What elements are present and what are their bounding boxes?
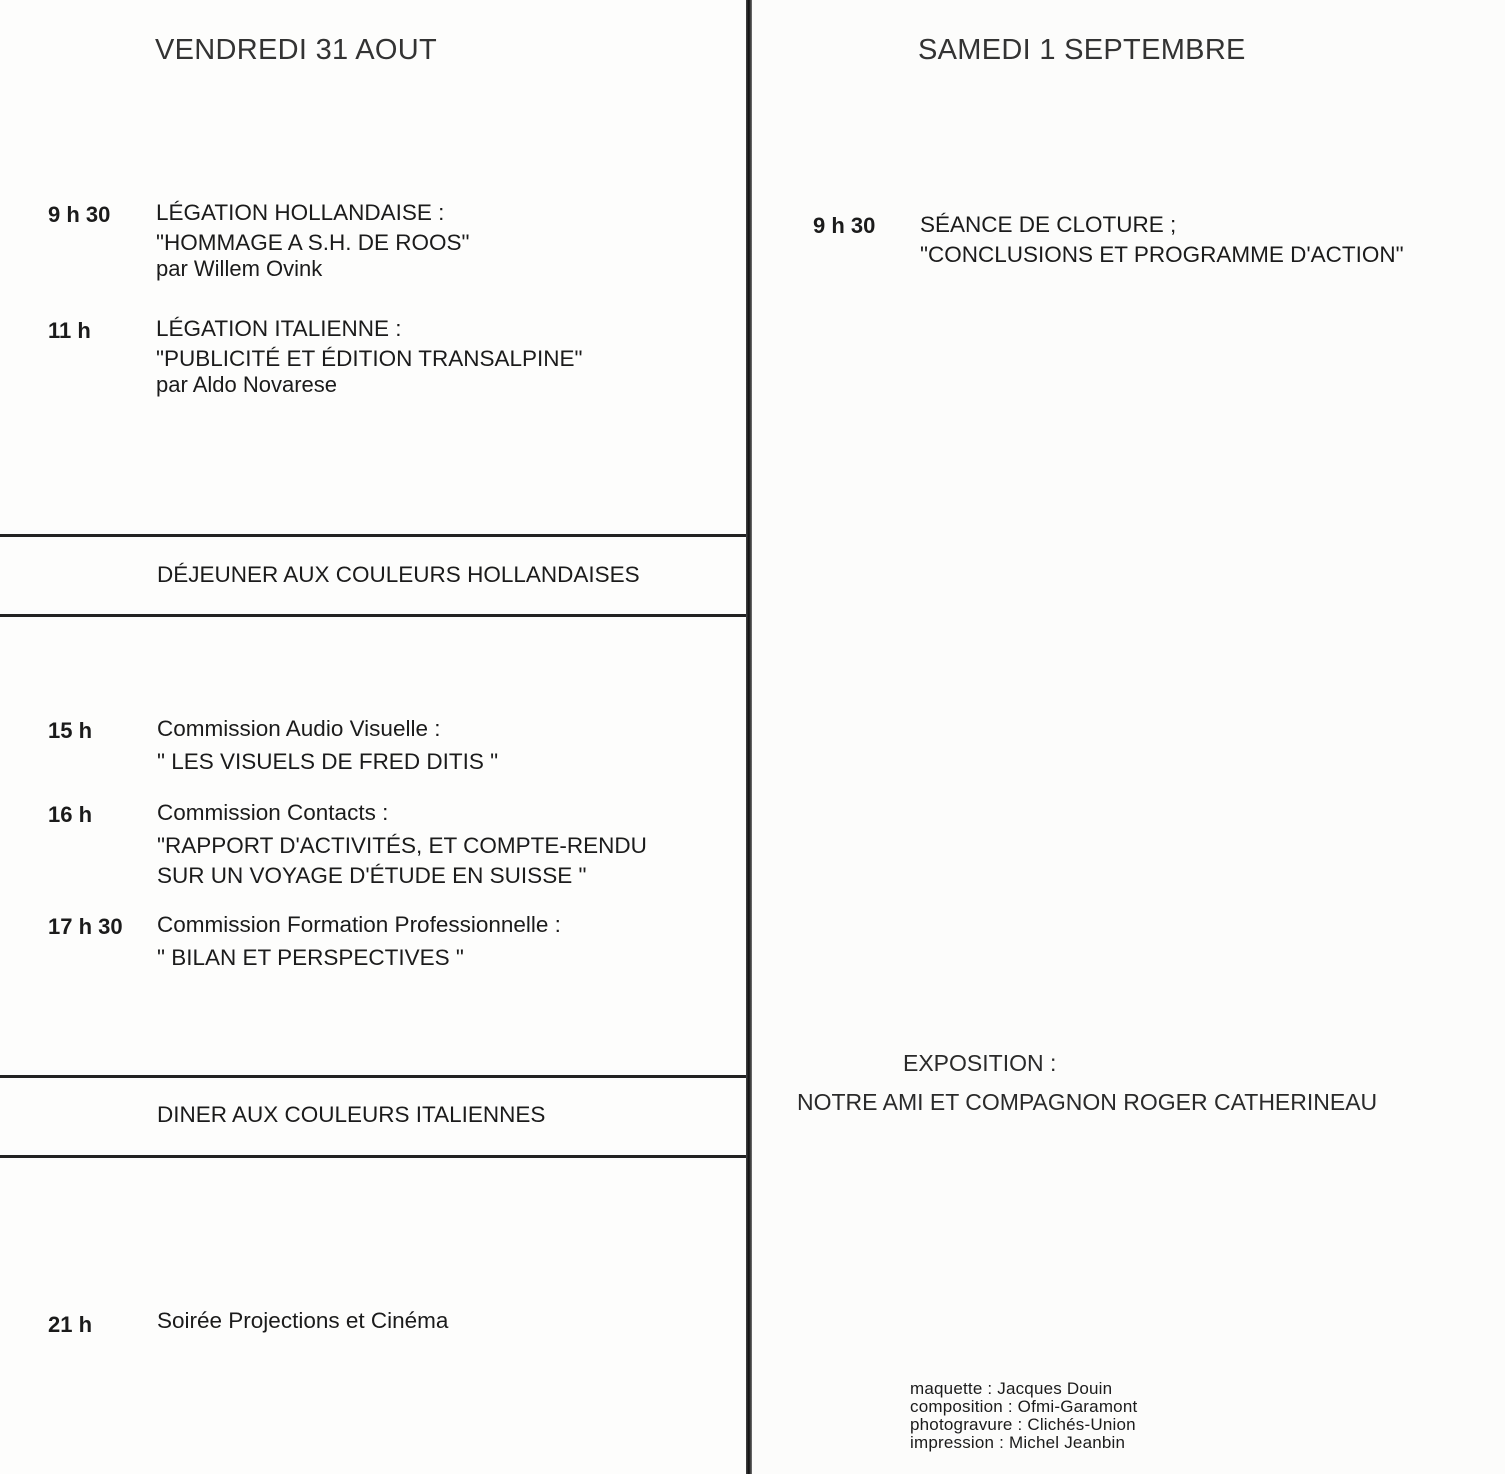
divider-line <box>0 1075 748 1078</box>
evening-label: Soirée Projections et Cinéma <box>157 1308 449 1333</box>
session-title: " LES VISUELS DE FRED DITIS " <box>157 749 499 774</box>
credit-line: impression : Michel Jeanbin <box>910 1433 1126 1452</box>
session-title: SÉANCE DE CLOTURE ; <box>920 212 1177 237</box>
session-time: 11 h <box>48 318 91 343</box>
exhibition-title: NOTRE AMI ET COMPAGNON ROGER CATHERINEAU <box>797 1089 1378 1115</box>
session-title-line: SUR UN VOYAGE D'ÉTUDE EN SUISSE " <box>157 863 587 888</box>
day-title-saturday: SAMEDI 1 SEPTEMBRE <box>918 34 1246 66</box>
right-page <box>752 0 1505 1474</box>
lunch-label: DÉJEUNER AUX COULEURS HOLLANDAISES <box>157 562 640 587</box>
session-block <box>157 910 561 973</box>
session-title-line: "RAPPORT D'ACTIVITÉS, ET COMPTE-RENDU <box>157 833 647 858</box>
session-title: "HOMMAGE A S.H. DE ROOS" <box>156 230 470 255</box>
session-block <box>157 714 498 777</box>
session-time: 15 h <box>48 718 93 743</box>
session-block <box>157 798 647 891</box>
session-block <box>156 314 583 396</box>
session-organizer: Commission Contacts : <box>157 800 389 825</box>
session-time: 9 h 30 <box>48 202 111 227</box>
credit-line: photogravure : Clichés-Union <box>910 1415 1136 1434</box>
divider-line <box>0 1155 748 1158</box>
session-organizer: Commission Formation Professionnelle : <box>157 912 561 937</box>
session-organizer: LÉGATION ITALIENNE : <box>156 316 402 341</box>
divider-line <box>0 534 748 537</box>
session-time: 16 h <box>48 802 93 827</box>
session-title: " BILAN ET PERSPECTIVES " <box>157 945 464 970</box>
day-title-friday: VENDREDI 31 AOUT <box>155 34 437 66</box>
session-speaker: par Willem Ovink <box>156 256 323 281</box>
credits-block <box>910 1380 1137 1452</box>
session-subtitle: "CONCLUSIONS ET PROGRAMME D'ACTION" <box>920 242 1404 267</box>
session-organizer: Commission Audio Visuelle : <box>157 716 441 741</box>
divider-line <box>0 614 748 617</box>
credit-line: composition : Ofmi-Garamont <box>910 1397 1138 1416</box>
session-time: 21 h <box>48 1312 93 1337</box>
session-block <box>156 198 470 280</box>
left-page <box>0 0 748 1474</box>
session-speaker: par Aldo Novarese <box>156 372 337 397</box>
credit-line: maquette : Jacques Douin <box>910 1379 1113 1398</box>
dinner-label: DINER AUX COULEURS ITALIENNES <box>157 1102 546 1127</box>
session-block <box>920 210 1404 270</box>
session-time: 17 h 30 <box>48 914 123 939</box>
session-organizer: LÉGATION HOLLANDAISE : <box>156 200 445 225</box>
session-time: 9 h 30 <box>813 213 876 238</box>
session-title: "PUBLICITÉ ET ÉDITION TRANSALPINE" <box>156 346 583 371</box>
exhibition-label: EXPOSITION : <box>903 1050 1057 1076</box>
